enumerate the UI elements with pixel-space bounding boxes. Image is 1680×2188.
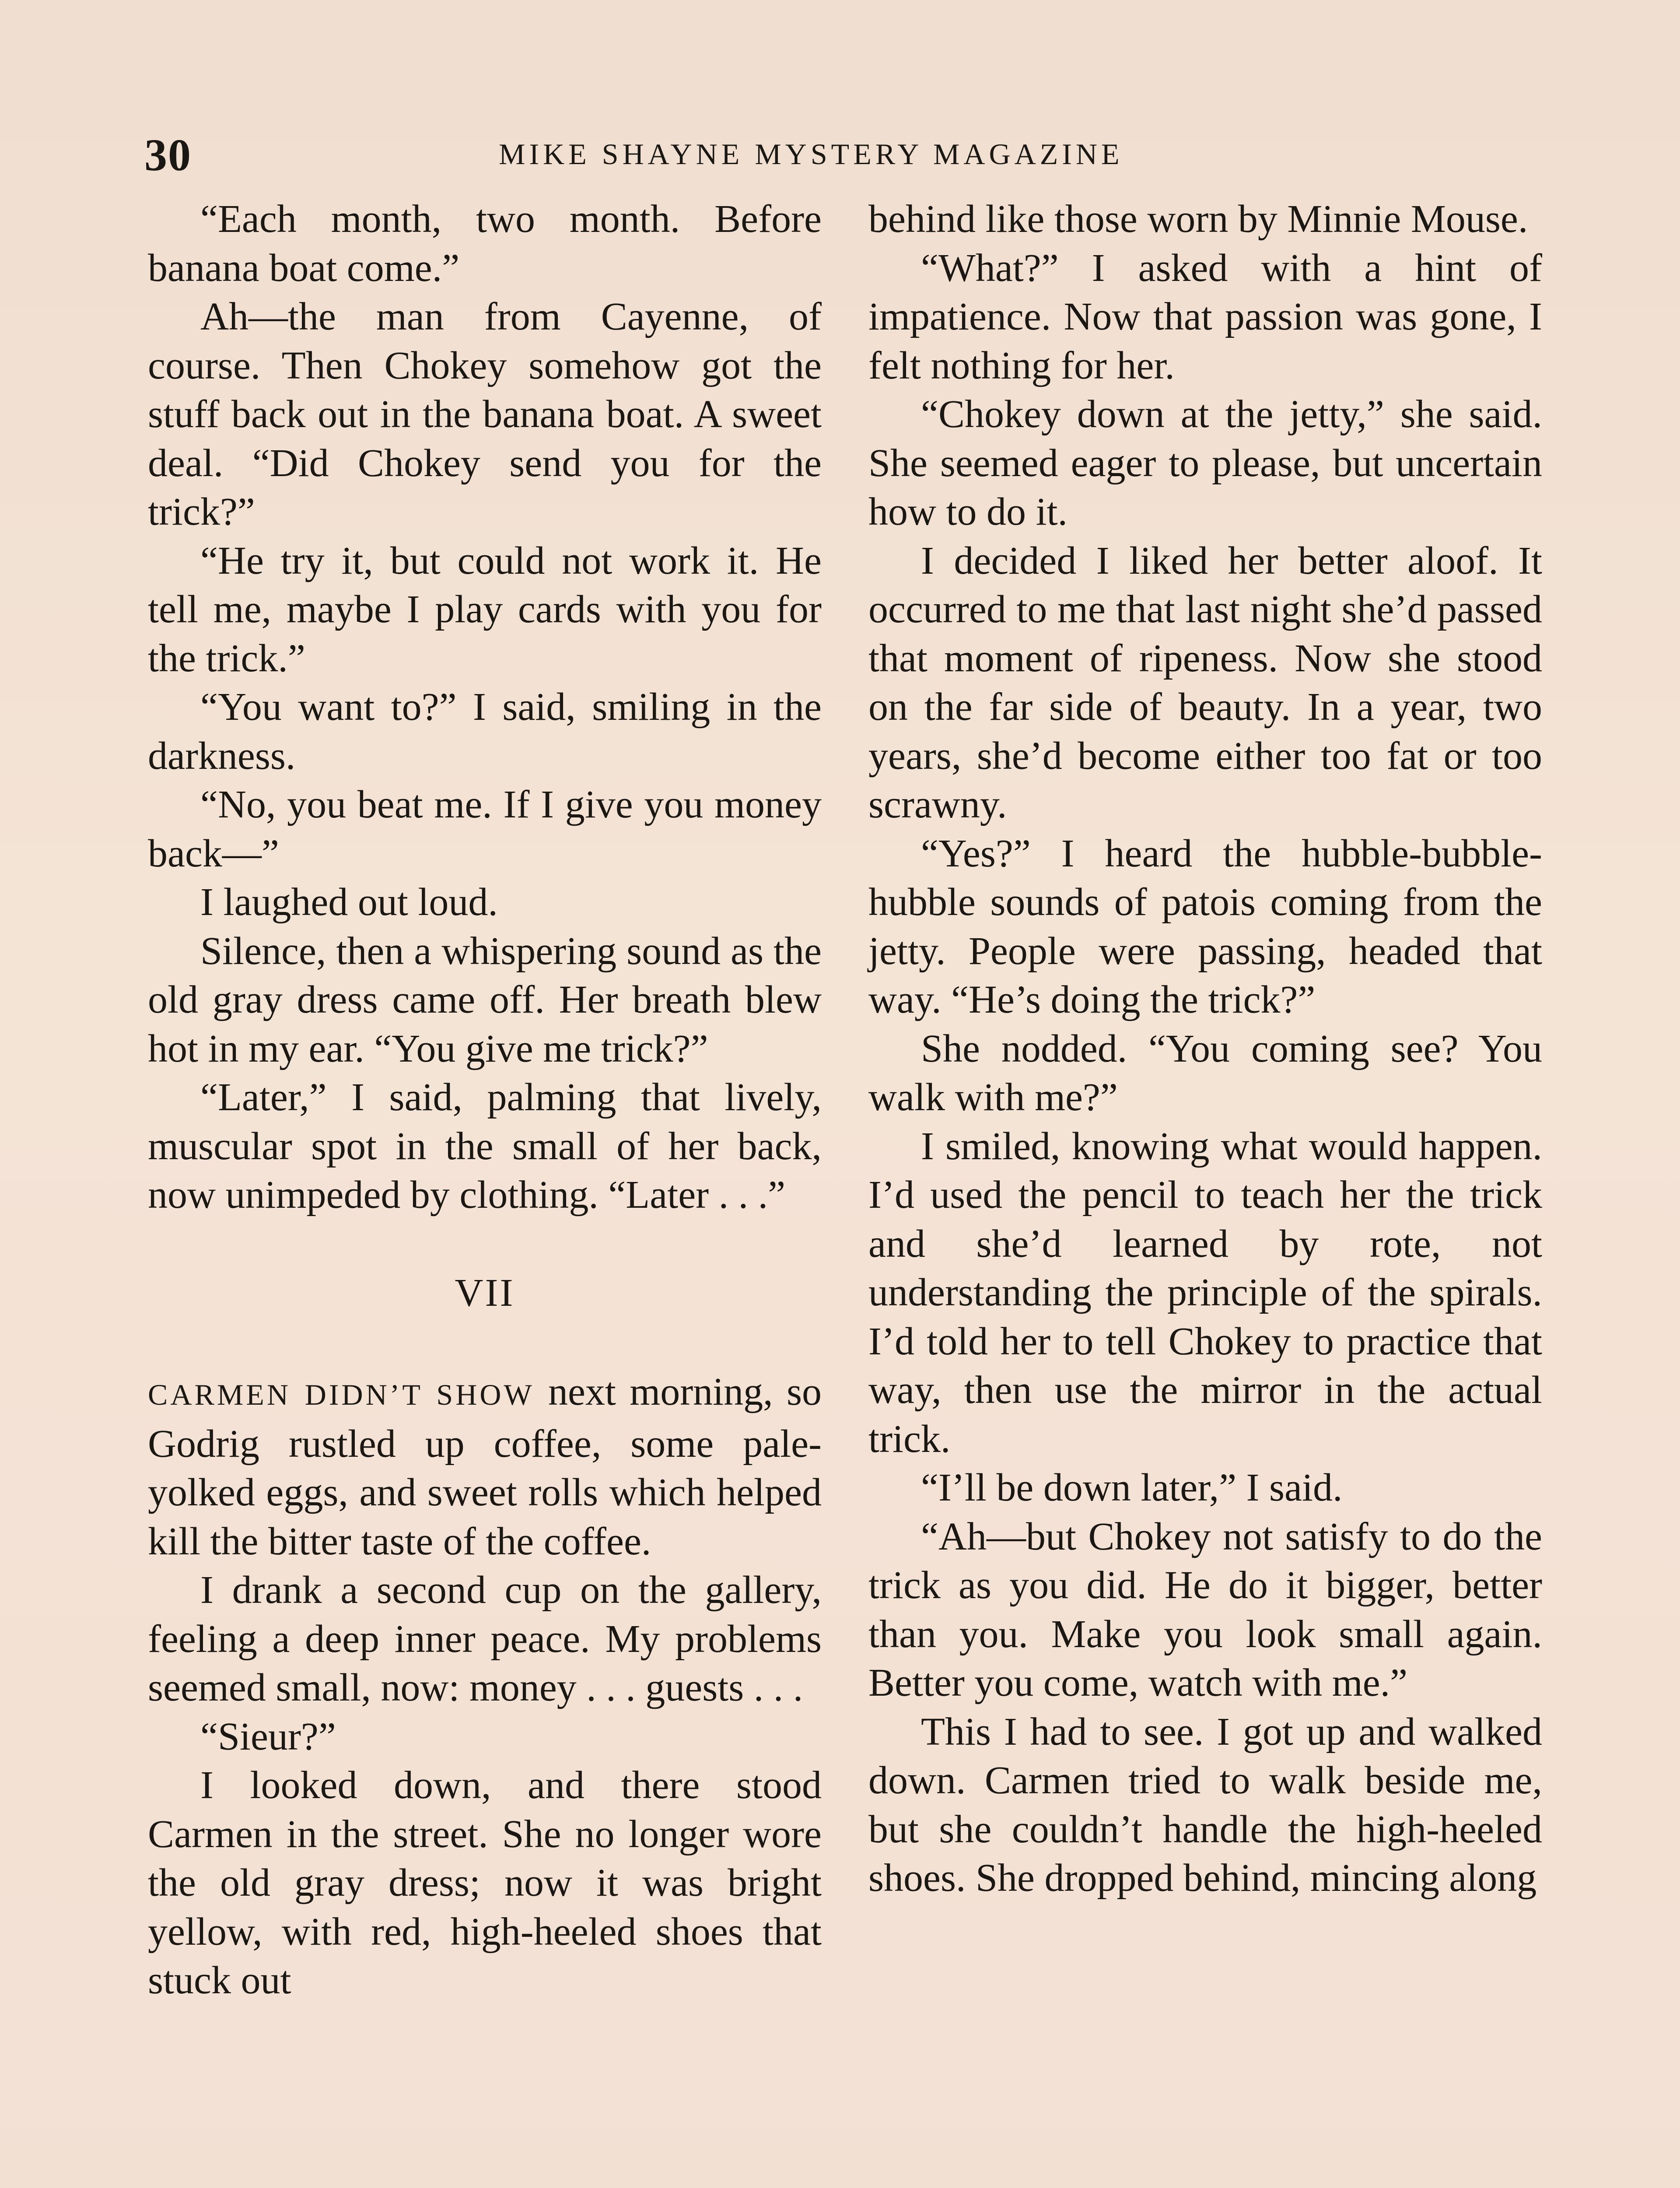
small-caps-lead: CARMEN DIDN’T SHOW [148, 1378, 535, 1411]
paragraph: She nodded. “You coming see? You walk with me?” [868, 1027, 1542, 1119]
left-column [148, 195, 822, 2005]
page-header [144, 129, 1326, 190]
paragraph: “No, you beat me. If I give you money back—” [148, 783, 822, 875]
paragraph: “What?” I asked with a hint of impatience. Now that passion was gone, I felt nothing for her. [868, 246, 1542, 387]
section-opening-paragraph [148, 1368, 822, 1566]
right-column [868, 195, 1542, 1903]
paragraph: “Ah—but Chokey not satisfy to do the trick as you did. He do it bigger, better than you. Make you look small again. Better you come, watch with me.” [868, 1515, 1542, 1704]
paragraph: “Later,” I said, palming that lively, muscular spot in the small of her back, now unimpeded by clothing. “Later . . .” [148, 1076, 822, 1217]
paragraph-text: next morning, so Godrig rustled up coffee, some pale-yolked eggs, and sweet rolls which helped kill the bitter taste of the coffee. [148, 1370, 822, 1563]
section-heading: VII [455, 1271, 515, 1315]
paragraph: Silence, then a whispering sound as the old gray dress came off. Her breath blew hot in my ear. “You give me trick?” [148, 929, 822, 1070]
paragraph: “Sieur?” [200, 1715, 336, 1758]
paragraph: I smiled, knowing what would happen. I’d used the pencil to teach her the trick and she’d learned by rote, not understanding the principle of the spirals. I’d told her to tell Chokey to practice that way, then use the mirror in the actual trick. [868, 1124, 1542, 1461]
paragraph: “You want to?” I said, smiling in the darkness. [148, 685, 822, 778]
paragraph: Ah—the man from Cayenne, of course. Then Chokey somehow got the stuff back out in the banana boat. A sweet deal. “Did Chokey send you for the trick?” [148, 295, 822, 533]
paragraph-continued: behind like those worn by Minnie Mouse. [868, 197, 1528, 241]
paragraph: I drank a second cup on the gallery, feeling a deep inner peace. My problems seemed small, now: money . . . guests . . . [148, 1568, 822, 1709]
running-head: MIKE SHAYNE MYSTERY MAGAZINE [499, 137, 1124, 171]
paragraph: This I had to see. I got up and walked down. Carmen tried to walk beside me, but she couldn’t handle the high-heeled shoes. She dropped behind, mincing along [868, 1710, 1542, 1900]
paragraph: I decided I liked her better aloof. It occurred to me that last night she’d passed that moment of ripeness. Now she stood on the far side of beauty. In a year, two years, she’d become either too fat or too scrawny. [868, 539, 1542, 826]
paragraph: “I’ll be down later,” I said. [921, 1466, 1343, 1509]
paragraph: “Chokey down at the jetty,” she said. She seemed eager to please, but uncertain how to do it. [868, 393, 1542, 533]
paragraph: “He try it, but could not work it. He tell me, maybe I play cards with you for the trick.” [148, 539, 822, 680]
paragraph: “Yes?” I heard the hubble-bubble-hubble sounds of patois coming from the jetty. People were passing, headed that way. “He’s doing the trick?” [868, 831, 1542, 1021]
paragraph: I looked down, and there stood Carmen in the street. She no longer wore the old gray dress; now it was bright yellow, with red, high-heeled shoes that stuck out [148, 1764, 822, 2002]
paragraph: “Each month, two month. Before banana boat come.” [148, 197, 822, 290]
paragraph: I laughed out loud. [200, 880, 498, 924]
page-number: 30 [144, 130, 192, 180]
